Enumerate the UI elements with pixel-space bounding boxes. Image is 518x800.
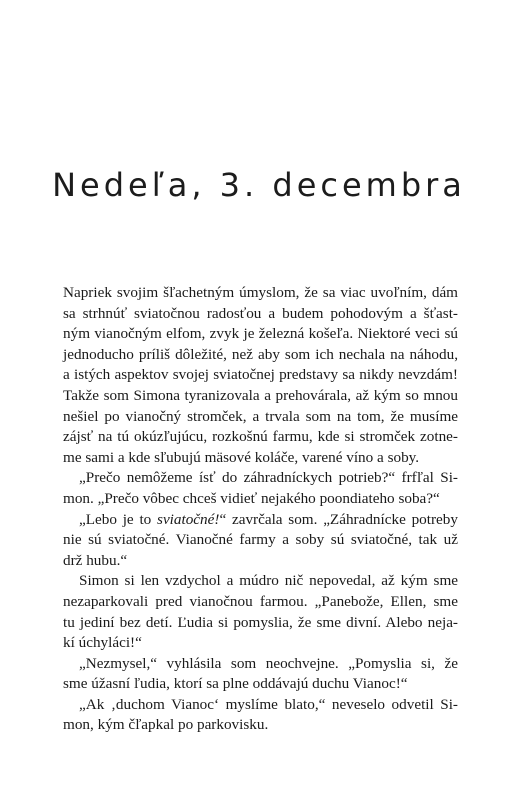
text-line: nešiel po vianočný stromček, a trvala som na tom, že musíme xyxy=(63,407,458,425)
text-line: mon, kým čľapkal po parkovisku. xyxy=(63,716,269,734)
paragraph-2 xyxy=(63,468,458,509)
text-line: jednoducho príliš dôležité, než aby som ich nechala na náhodu, xyxy=(63,345,458,363)
text-line: „Nezmysel,“ vyhlásila som neochvejne. „Pomyslia si, že xyxy=(79,654,458,672)
quote-open: „Lebo je to xyxy=(79,510,158,528)
text-line: drž hubu.“ xyxy=(63,551,128,569)
paragraph-3 xyxy=(63,510,458,572)
text-line: ným vianočným elfom, zvyk je železná košeľa. Niektoré veci sú xyxy=(63,325,458,343)
text-line: Napriek svojim šľachetným úmyslom, že sa viac uvoľním, dám xyxy=(63,284,458,301)
quote-rest: “ zavrčala som. „Záhradnícke potreby xyxy=(219,510,458,528)
emphasized-word: sviatočné! xyxy=(157,510,220,528)
text-line: mon. „Prečo vôbec chceš vidieť nejakého poondiateho soba?“ xyxy=(63,489,440,507)
text-line: nie sú sviatočné. Vianočné farmy a soby sú sviatočné, tak už xyxy=(63,531,458,549)
text-line: nezaparkovali pred vianočnou farmou. „Panebože, Ellen, sme xyxy=(63,592,458,610)
text-line: Takže som Simona tyranizovala a prehovárala, až kým so mnou xyxy=(63,386,458,404)
chapter-body xyxy=(63,283,458,736)
text-line: a istých aspektov svojej sviatočnej predstavy sa nikdy nevzdám! xyxy=(63,366,458,384)
text-line: Simon si len vzdychol a múdro nič nepovedal, až kým sme xyxy=(79,572,458,590)
text-line: me sami a kde sľubujú mäsové koláče, varené víno a soby. xyxy=(63,448,420,466)
text-line: sa strhnúť sviatočnou radosťou a budem pohodovým a šťast- xyxy=(63,304,458,322)
paragraph-5 xyxy=(63,654,458,695)
paragraph-4 xyxy=(63,571,458,653)
text-line-with-emphasis xyxy=(63,510,458,531)
paragraph-6 xyxy=(63,695,458,736)
paragraph-1 xyxy=(63,283,458,468)
text-line: kí úchyláci!“ xyxy=(63,634,142,652)
text-line: „Ak ‚duchom Vianoc‘ myslíme blato,“ neveselo odvetil Si- xyxy=(79,695,458,713)
text-line: sme úžasní ľudia, ktorí sa plne oddávajú duchu Vianoc!“ xyxy=(63,675,408,693)
text-line: tu jediní bez detí. Ľudia si pomyslia, že sme divní. Alebo neja- xyxy=(63,613,458,631)
text-line: „Prečo nemôžeme ísť do záhradníckych potrieb?“ frfľal Si- xyxy=(79,469,458,487)
text-line: zájsť na tú okúzľujúcu, rozkošnú farmu, kde si stromček zotne- xyxy=(63,428,458,446)
chapter-title: Nedeľa, 3. decembra xyxy=(52,166,466,204)
